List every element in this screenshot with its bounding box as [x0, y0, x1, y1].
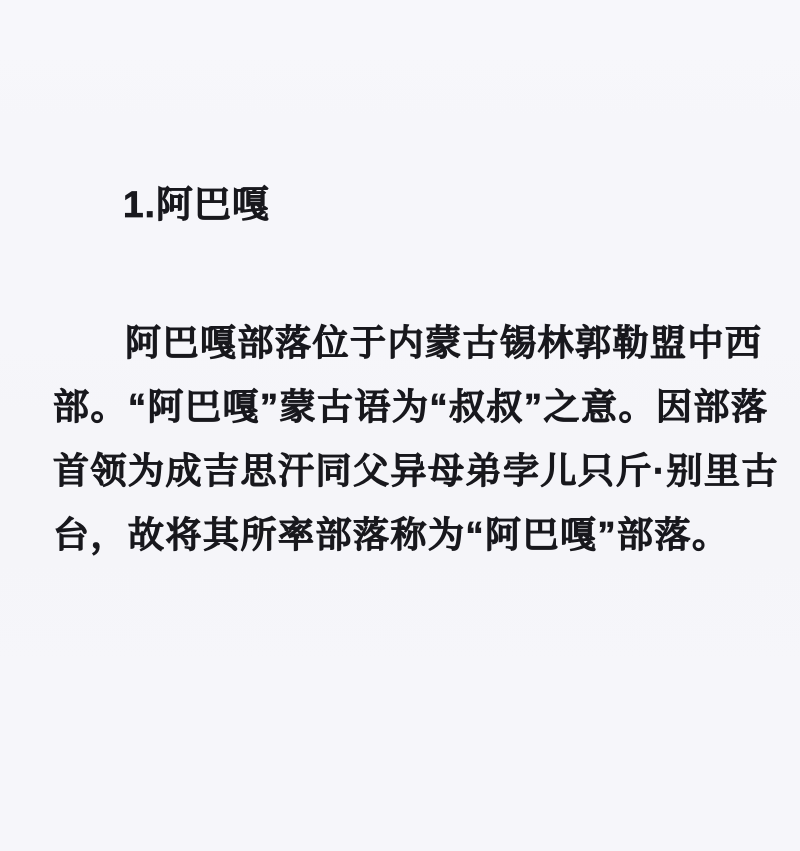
- paragraph-line-1: 阿巴嘎部落位于内蒙古锡林郭勒盟中西: [125, 322, 763, 363]
- paragraph-line-2: 部。“阿巴嘎”蒙古语为“叔叔”之意。因部落: [53, 386, 769, 427]
- section-title: 1.阿巴嘎: [123, 184, 270, 225]
- paragraph-line-4: 台，故将其所率部落称为“阿巴嘎”部落。: [53, 514, 730, 555]
- paragraph-line-3: 首领为成吉思汗同父异母弟孛儿只斤·别里古: [53, 450, 779, 491]
- paragraph: [53, 311, 779, 567]
